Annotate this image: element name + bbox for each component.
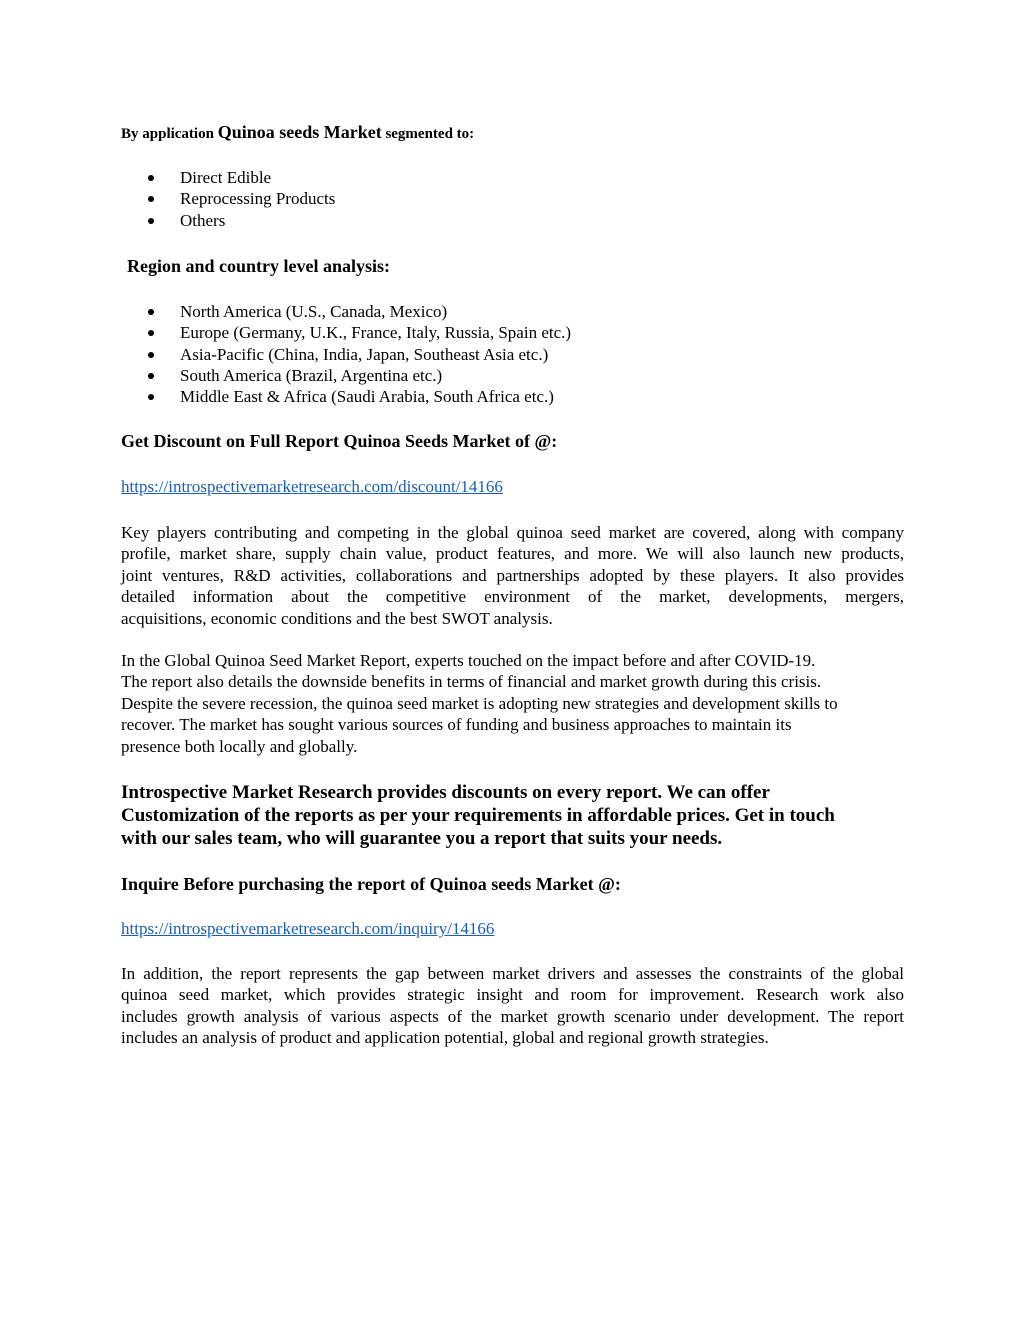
application-heading-market: Quinoa seeds Market: [217, 122, 382, 142]
bullet-icon: [148, 196, 154, 202]
bullet-icon: [148, 394, 154, 400]
bullet-icon: [148, 175, 154, 181]
bullet-icon: [148, 352, 154, 358]
document-page: By application Quinoa seeds Market segmented to: Direct Edible Reprocessing Products Others Region and country level analysis: North America (U.S., Canada, Mexico) Europe (Germany, U.K., France, Italy, Russia, Spain etc.) Asia-Pacific (China, India, Japan, Southeast Asia etc.) South America (Brazil, Argentina etc.) Middle East & Africa (Saudi Arabia, South Africa etc.) Get Discount on Full Report Quinoa Seeds Market of @: https://introspectivemarketresearch.com/discount/14166 Key players contributing and competing in the global quinoa seed market are covered, along with company profile, market share, supply chain value, product features, and more. We will also launch new products, joint ventures, R&D activities, collaborations and partnerships adopted by these players. It also provides detailed information about the competitive environment of the market, developments, mergers, acquisitions, economic conditions and the best SWOT analysis. In the Global Quinoa Seed Market Report, experts touched on the impact before and after COVID-19. The report also details the downside benefits in terms of financial and market growth during this crisis. Despite the severe recession, the quinoa seed market is adopting new strategies and development skills to recover. The market has sought various sources of funding and business approaches to maintain its presence both locally and globally. Introspective Market Research provides discounts on every report. We can offer Customization of the reports as per your requirements in affordable prices. Get in touch with our sales team, who will guarantee you a report that suits your needs. Inquire Before purchasing the report of Quinoa seeds Market @: https://introspectivemarketresearch.com/inquiry/14166 In addition, the report represents the gap between market drivers and assesses the constraints of the global quinoa seed market, which provides strategic insight and room for improvement. Research work also includes growth analysis of various aspects of the market growth scenario under development. The report includes an analysis of product and application potential, global and regional growth strategies.: [121, 122, 904, 1048]
application-heading-prefix: By application: [121, 126, 218, 142]
region-heading: Region and country level analysis:: [127, 256, 391, 276]
bullet-icon: [148, 373, 154, 379]
bullet-icon: [148, 309, 154, 315]
discount-heading: Get Discount on Full Report Quinoa Seeds Market of @:: [121, 431, 558, 451]
inquiry-link[interactable]: https://introspectivemarketresearch.com/inquiry/14166: [121, 919, 495, 938]
key-players-paragraph: Key players contributing and competing in the global quinoa seed market are covered, along with company profile, market share, supply chain value, product features, and more. We will also launch new products, joint ventures, R&D activities, collaborations and partnerships adopted by these players. It also provides detailed information about the competitive environment of the market, developments, mergers, acquisitions, economic conditions and the best SWOT analysis.: [121, 523, 904, 628]
discount-link[interactable]: https://introspectivemarketresearch.com/discount/14166: [121, 477, 503, 496]
bullet-icon: [148, 330, 154, 336]
inquire-heading: Inquire Before purchasing the report of Quinoa seeds Market @:: [121, 874, 621, 894]
application-heading: [121, 121, 474, 145]
addition-paragraph: In addition, the report represents the gap between market drivers and assesses the constraints of the global quinoa seed market, which provides strategic insight and room for improvement. Research work also includes growth analysis of various aspects of the market growth scenario under development. The report includes an analysis of product and application potential, global and regional growth strategies.: [121, 964, 904, 1048]
promo-paragraph: Introspective Market Research provides discounts on every report. We can offer Customization of the reports as per your requirements in affordable prices. Get in touch with our sales team, who will guarantee you a report that suits your needs.: [121, 782, 835, 849]
bullet-icon: [148, 218, 154, 224]
covid-paragraph: In the Global Quinoa Seed Market Report, experts touched on the impact before and after COVID-19. The report also details the downside benefits in terms of financial and market growth during this crisis. Despite the severe recession, the quinoa seed market is adopting new strategies and development skills to recover. The market has sought various sources of funding and business approaches to maintain its presence both locally and globally.: [121, 651, 838, 756]
application-heading-suffix: segmented to:: [381, 126, 475, 142]
